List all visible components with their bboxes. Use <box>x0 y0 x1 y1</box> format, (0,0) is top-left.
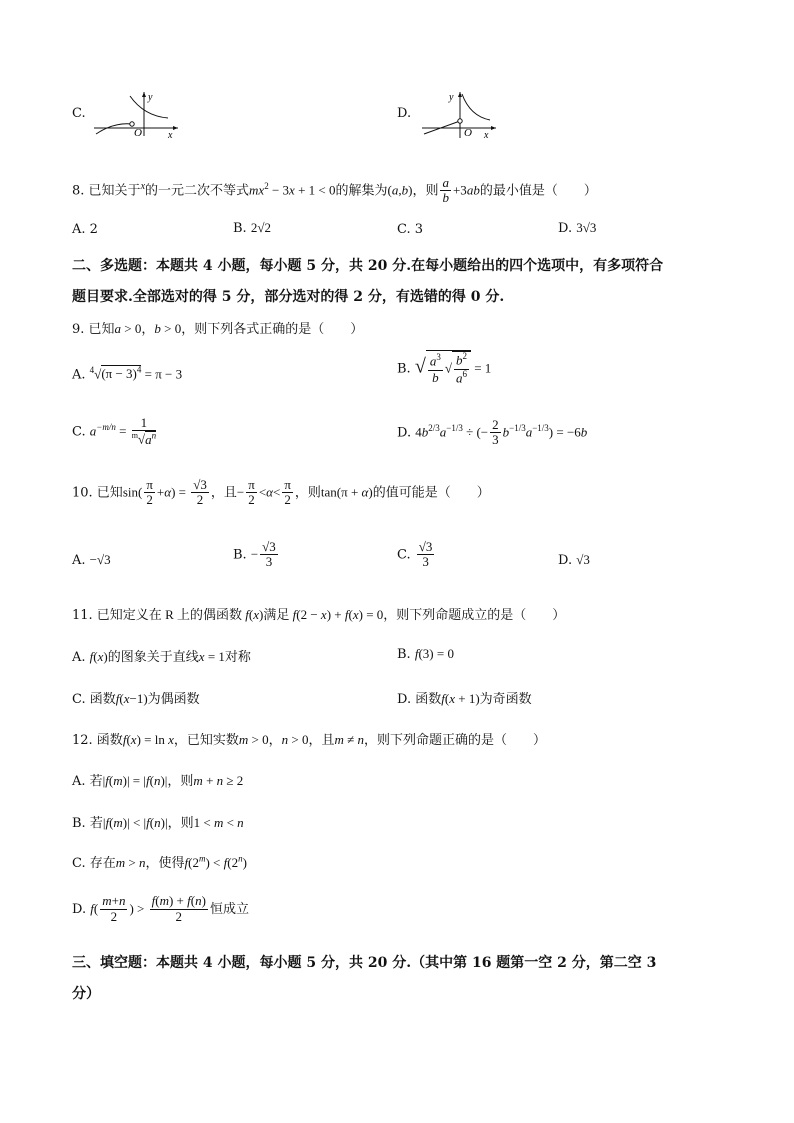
q12-stem: 12. 函数f(x) = ln x，已知实数m > 0，n > 0，且m ≠ n，则下列命题正确的是（ ） <box>72 732 547 748</box>
q8-stem: 8. 已知关于$^x$的一元二次不等式$mx^2 - 3x + 1 < 0$的解集为(a,b)，则 $\frac{a}{b}$ +3ab的最小值是（ ） <box>72 175 597 206</box>
q12-option-d[interactable]: D. f( $\frac{m+n}{2}$ ) > $\frac{f(m) + f(n)}{2}$ 恒成立 <box>72 893 249 925</box>
q10-stem: 10. 已知sin( $\frac{\pi}{2}$ +α) = $\frac{√3}{2}$ ，且− $\frac{\pi}{2}$ <α< $\frac{\pi}{2}$ ，则tan(π + α)的值可能是（ ） <box>72 477 490 508</box>
section-3-heading: 三、填空题：本题共 4 小题，每小题 5 分，共 20 分.（其中第 16 题第一空 2 分，第二空 3 <box>72 955 657 971</box>
q9-option-a[interactable]: A. $^4√(\pi - 3)^4 = \pi - 3$ <box>72 365 183 383</box>
q11-option-a[interactable]: A. f(x)的图象关于直线x = 1对称 <box>72 649 251 665</box>
q9-stem: 9. 已知a > 0，b > 0，则下列各式正确的是（ ） <box>72 321 364 337</box>
origin-label: O <box>464 127 472 139</box>
q7-option-c[interactable] <box>72 106 86 121</box>
q12-option-a[interactable]: A. 若|f(m)| = |f(n)|，则m + n ≥ 2 <box>72 773 244 789</box>
q8-option-b[interactable]: B. 2√2 <box>233 220 271 236</box>
axis-x-label: x <box>484 130 489 141</box>
q11-option-c[interactable]: C. 函数f(x−1)为偶函数 <box>72 691 200 707</box>
q7-option-c-graph <box>92 88 184 140</box>
option-label: D. <box>397 106 412 121</box>
option-label: C. <box>72 106 86 121</box>
q10-option-a[interactable]: A. −√3 <box>72 552 111 568</box>
axis-y-label: y <box>449 92 454 103</box>
origin-label: O <box>134 127 142 139</box>
q8-option-a[interactable]: A. 2 <box>72 222 98 237</box>
q12-option-c[interactable]: C. 存在m > n，使得$f(2^m) < f(2^n)$ <box>72 853 247 871</box>
q11-stem: 11. 已知定义在 R 上的偶函数 f(x)满足 f(2 − x) + f(x) = 0，则下列命题成立的是（ ） <box>72 607 566 623</box>
axis-x-label: x <box>168 130 173 140</box>
q12-option-b[interactable]: B. 若|f(m)| < |f(n)|，则1 < m < n <box>72 815 244 831</box>
q8-option-d[interactable]: D. 3√3 <box>558 220 597 236</box>
section-3-heading-cont: 分） <box>72 986 100 1002</box>
q7-option-d[interactable] <box>397 106 411 121</box>
q7-option-d-graph <box>420 88 502 142</box>
q10-option-c[interactable]: C. $\frac{√3}{3}$ <box>397 539 433 570</box>
axis-y-label: y <box>148 92 153 103</box>
q9-option-c[interactable]: C. $a^{-m/n}$ = $\frac{1}{^m√a^n}$ <box>72 415 157 447</box>
q11-option-d[interactable]: D. 函数f(x + 1)为奇函数 <box>397 691 532 707</box>
q8-option-c[interactable]: C. 3 <box>397 222 424 237</box>
q10-option-d[interactable]: D. √3 <box>558 552 590 568</box>
q11-option-b[interactable]: B. f(3) = 0 <box>397 646 454 662</box>
q10-option-b[interactable]: B. − $\frac{√3}{3}$ <box>233 539 276 570</box>
section-2-heading-cont: 题目要求.全部选对的得 5 分，部分选对的得 2 分，有选错的得 0 分. <box>72 289 505 305</box>
q9-option-d[interactable]: D. $4b^{2/3}a^{-1/3}$ ÷ (− $\frac{2}{3}$ $b^{-1/3}a^{-1/3}) = -6b$ <box>397 417 588 448</box>
q9-option-b[interactable]: B. √ $\frac{a^3}{b}$ √ $\frac{b^2}{a^6}$ = 1 <box>397 351 492 385</box>
section-2-heading: 二、多选题：本题共 4 小题，每小题 5 分，共 20 分.在每小题给出的四个选项中，有多项符合 <box>72 258 664 274</box>
